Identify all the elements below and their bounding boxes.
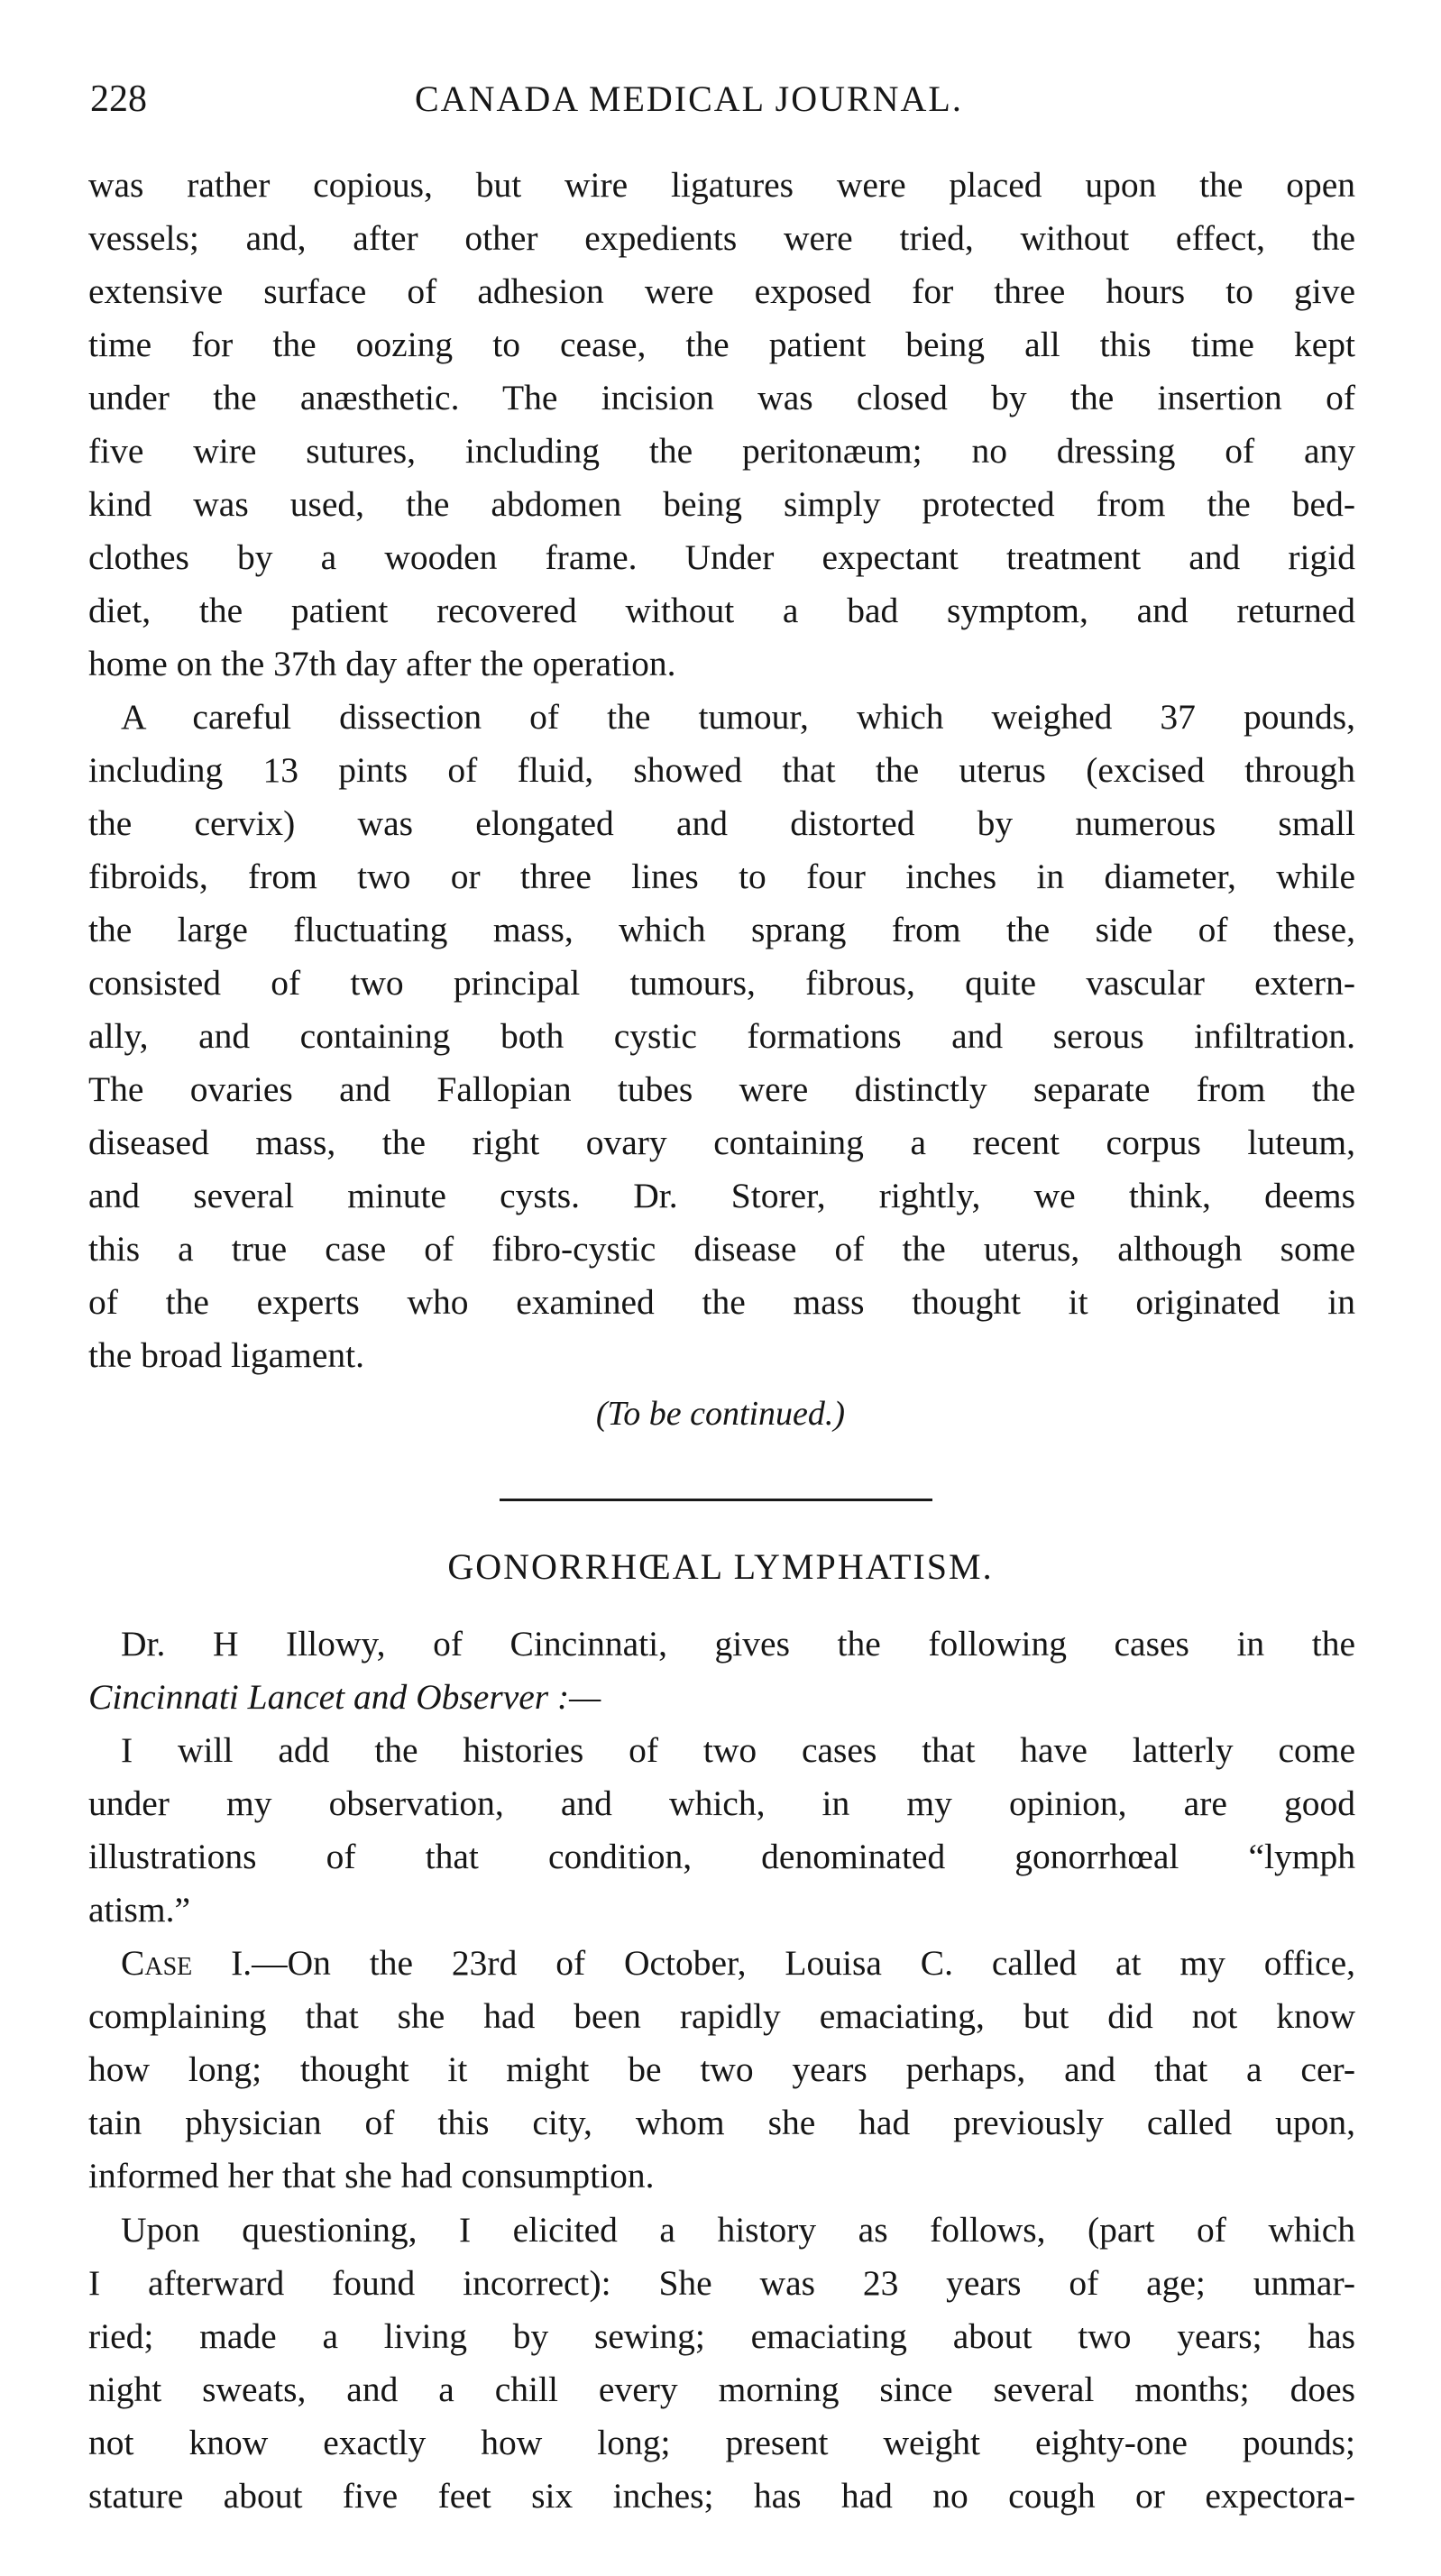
section-divider: [500, 1499, 932, 1501]
text-line: tain physician of this city, whom she had previously called upon,: [88, 2103, 1355, 2142]
text-line: the broad ligament.: [88, 1335, 365, 1375]
paragraph-dissection: [88, 691, 1355, 1382]
text-line: consisted of two principal tumours, fibrous, quite vascular extern-: [88, 963, 1355, 1003]
text-line: informed her that she had consumption.: [88, 2156, 655, 2196]
text-line: the cervix) was elongated and distorted by numerous small: [88, 803, 1355, 843]
text-line: night sweats, and a chill every morning since several months; does: [88, 2370, 1355, 2409]
text-line: I will add the histories of two cases that have latterly come: [121, 1730, 1355, 1770]
text-line: Dr. H Illowy, of Cincinnati, gives the following cases in the: [121, 1624, 1355, 1664]
paragraph-histories: [88, 1724, 1355, 1937]
paragraph-questioning: [88, 2204, 1355, 2523]
intro-paragraph: [88, 1618, 1355, 1724]
text-line: not know exactly how long; present weight eighty-one pounds;: [88, 2423, 1355, 2462]
text-line: ally, and containing both cystic formations and serous infiltration.: [88, 1016, 1355, 1056]
case-label: Case I.: [121, 1943, 252, 1983]
text-line: diet, the patient recovered without a bad symptom, and returned: [88, 591, 1355, 630]
text-line: stature about five feet six inches; has had no cough or expectora-: [88, 2476, 1355, 2516]
text-line: including 13 pints of fluid, showed that the uterus (excised through: [88, 750, 1355, 790]
text-line: extensive surface of adhesion were exposed for three hours to give: [88, 271, 1355, 311]
text-line: fibroids, from two or three lines to four inches in diameter, while: [88, 857, 1355, 896]
section-title: GONORRHŒAL LYMPHATISM.: [447, 1546, 994, 1587]
text-line: I afterward found incorrect): She was 23 years of age; unmar-: [88, 2263, 1355, 2303]
text-line: vessels; and, after other expedients were tried, without effect, the: [88, 218, 1355, 258]
text-line: atism.”: [88, 1890, 190, 1930]
text-line: under the anæsthetic. The incision was closed by the insertion of: [88, 378, 1355, 417]
text-line: diseased mass, the right ovary containing a recent corpus luteum,: [88, 1123, 1355, 1162]
text-line: time for the oozing to cease, the patient being all this time kept: [88, 325, 1355, 364]
page-number: 228: [90, 78, 147, 120]
text-line: Upon questioning, I elicited a history as follows, (part of which: [121, 2210, 1355, 2250]
text-line: kind was used, the abdomen being simply protected from the bed-: [88, 484, 1355, 524]
text-line: illustrations of that condition, denominated gonorrhœal “lymph: [88, 1837, 1355, 1876]
text-line: complaining that she had been rapidly emaciating, but did not know: [88, 1996, 1355, 2036]
paragraph-case-one: [88, 1937, 1355, 2203]
text-line: A careful dissection of the tumour, which weighed 37 pounds,: [121, 697, 1355, 737]
journal-title: CANADA MEDICAL JOURNAL.: [415, 78, 963, 119]
text-line: five wire sutures, including the peritonæum; no dressing of any: [88, 431, 1355, 471]
case-line-rest: —On the 23rd of October, Louisa C. called at my office,: [252, 1943, 1355, 1983]
continued-note: (To be continued.): [595, 1395, 846, 1433]
text-line: the large fluctuating mass, which sprang from the side of these,: [88, 910, 1355, 949]
text-line: clothes by a wooden frame. Under expectant treatment and rigid: [88, 537, 1355, 577]
paragraph-operation-end: [88, 159, 1355, 691]
text-line: was rather copious, but wire ligatures were placed upon the open: [88, 165, 1355, 205]
text-line: home on the 37th day after the operation.: [88, 644, 676, 683]
text-line: of the experts who examined the mass thought it originated in: [88, 1282, 1355, 1322]
text-line: under my observation, and which, in my opinion, are good: [88, 1783, 1355, 1823]
source-citation: Cincinnati Lancet and Observer :—: [88, 1677, 601, 1717]
text-line: this a true case of fibro-cystic disease of the uterus, although some: [88, 1229, 1355, 1269]
running-head: [90, 74, 1353, 128]
text-line: ried; made a living by sewing; emaciating about two years; has: [88, 2316, 1355, 2356]
text-line: The ovaries and Fallopian tubes were distinctly separate from the: [88, 1069, 1355, 1109]
text-line: and several minute cysts. Dr. Storer, rightly, we think, deems: [88, 1176, 1355, 1215]
text-line: [88, 1937, 1355, 1990]
text-line: how long; thought it might be two years perhaps, and that a cer-: [88, 2049, 1355, 2089]
